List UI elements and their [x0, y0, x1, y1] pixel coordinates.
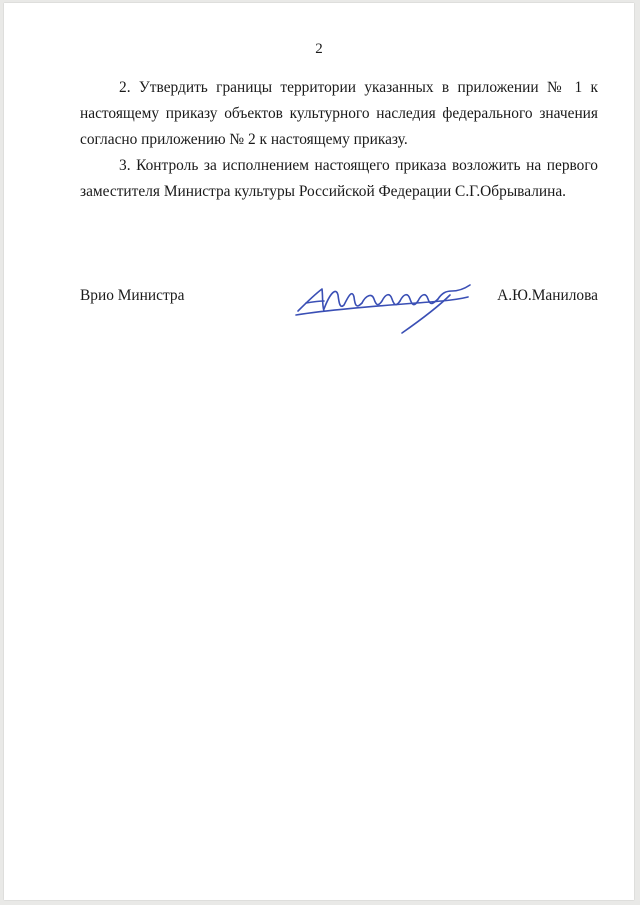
page-number: 2	[315, 41, 323, 57]
signatory-position: Врио Министра	[80, 287, 185, 304]
document-page	[4, 3, 634, 900]
paragraph-3: 3. Контроль за исполнением настоящего приказа возложить на первого заместителя Министра культуры Российской Федерации С.Г.Обрывалина.	[80, 157, 598, 200]
paragraph-2: 2. Утвердить границы территории указанных в приложении № 1 к настоящему приказу объектов культурного наследия федерального значения согласно приложению № 2 к настоящему приказу.	[80, 79, 598, 148]
handwritten-signature	[292, 275, 482, 337]
document-body	[80, 75, 598, 205]
signature-block	[80, 275, 598, 345]
signatory-name: А.Ю.Манилова	[497, 287, 598, 304]
